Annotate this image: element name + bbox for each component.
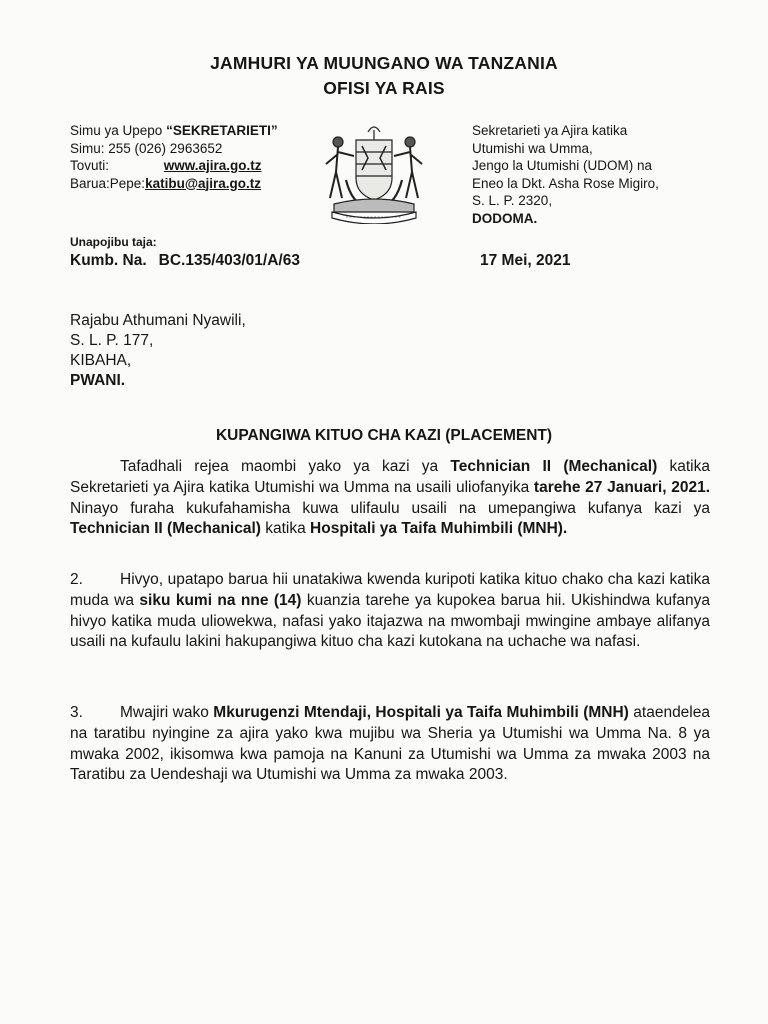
coat-of-arms-icon	[316, 120, 432, 224]
reference-label: Kumb. Na.	[70, 252, 147, 269]
address-line-3: Jengo la Utumishi (UDOM) na	[472, 158, 653, 173]
reference-value: BC.135/403/01/A/63	[158, 252, 300, 269]
address-block	[472, 122, 659, 227]
contact-email	[70, 175, 278, 193]
letter-date: 17 Mei, 2021	[480, 252, 571, 269]
address-line-2: Utumishi wa Umma,	[472, 140, 593, 156]
contact-phone: Simu: 255 (026) 2963652	[70, 140, 223, 156]
p2-bold-days: siku kumi na nne (14)	[139, 591, 302, 609]
contact-block	[70, 122, 278, 192]
recipient-box: S. L. P. 177,	[70, 332, 154, 349]
contact-telegram-label: Simu ya Upepo	[70, 123, 163, 138]
paragraph-3	[70, 703, 710, 786]
recipient-name: Rajabu Athumani Nyawili,	[70, 312, 246, 329]
p3-bold-employer: Mkurugenzi Mtendaji, Hospitali ya Taifa Muhimbili (MNH)	[213, 704, 629, 721]
p1-text-4: katika	[260, 520, 311, 538]
address-line-1: Sekretarieti ya Ajira katika	[472, 123, 628, 138]
reference-number	[70, 252, 300, 270]
address-city: DODOMA.	[472, 210, 538, 226]
p1-bold-position-2: Technician II (Mechanical)	[70, 520, 261, 538]
p2-number: 2.	[70, 571, 83, 588]
p1-bold-hospital: Hospitali ya Taifa Muhimbili (MNH).	[310, 520, 568, 538]
p1-text-3: Ninayo furaha kukufahamisha kuwa ulifaulu usaili na umepangiwa kufanya kazi ya	[70, 499, 710, 517]
contact-web	[70, 157, 278, 175]
p1-bold-date: tarehe 27 Januari, 2021.	[533, 478, 711, 496]
contact-telegram-value: “SEKRETARIETI”	[166, 123, 278, 138]
p1-bold-position: Technician II (Mechanical)	[450, 458, 658, 475]
paragraph-1	[70, 457, 710, 540]
address-line-5: S. L. P. 2320,	[472, 193, 553, 208]
contact-email-label: Barua:Pepe:	[70, 175, 146, 191]
contact-email-link[interactable]: katibu@ajira.go.tz	[145, 175, 261, 191]
recipient-block	[70, 311, 246, 391]
contact-web-label: Tovuti:	[70, 158, 110, 173]
p2-text-2: kuanzia tarehe ya kupokea barua hii. Ukishindwa kufanya hivyo katika muda uliowekwa, nafasi yako itajazwa na mwombaji mwingine ambaye alifanya usaili na kufaulu lakini hakupangiwa kituo cha kazi kutokana na uchache wa nafasi.	[70, 591, 710, 651]
address-line-4: Eneo la Dkt. Asha Rose Migiro,	[472, 175, 659, 191]
recipient-region: PWANI.	[70, 372, 126, 389]
p2-text-1: Hivyo, upatapo barua hii unatakiwa kwenda kuripoti katika kituo chako cha kazi katika muda wa	[70, 571, 710, 609]
p1-text-1: Tafadhali rejea maombi yako ya kazi ya	[120, 458, 451, 475]
contact-telegram	[70, 122, 278, 140]
header-office: OFISI YA RAIS	[323, 78, 445, 98]
header-country: JAMHURI YA MUUNGANO WA TANZANIA	[210, 53, 558, 73]
p3-text-2: ataendelea na taratibu nyingine za ajira yako kwa mujibu wa Sheria ya Utumishi wa Umma Na. 8 ya mwaka 2002, ikisomwa kwa pamoja na Kanuni za Utumishi wa Umma za mwaka 2003 na Taratibu za Uendeshaji wa Utumishi wa Umma za mwaka 2003.	[70, 704, 710, 784]
p3-text-1: Mwajiri wako	[120, 704, 214, 721]
p3-number: 3.	[70, 704, 83, 721]
recipient-town: KIBAHA,	[70, 352, 132, 369]
contact-web-link[interactable]: www.ajira.go.tz	[163, 158, 262, 173]
p1-text-2: katika Sekretarieti ya Ajira katika Utumishi wa Umma na usaili uliofanyika	[70, 458, 710, 496]
letter-subject: KUPANGIWA KITUO CHA KAZI (PLACEMENT)	[215, 427, 553, 444]
paragraph-2	[70, 570, 710, 653]
reply-reference-label: Unapojibu taja:	[70, 235, 157, 249]
